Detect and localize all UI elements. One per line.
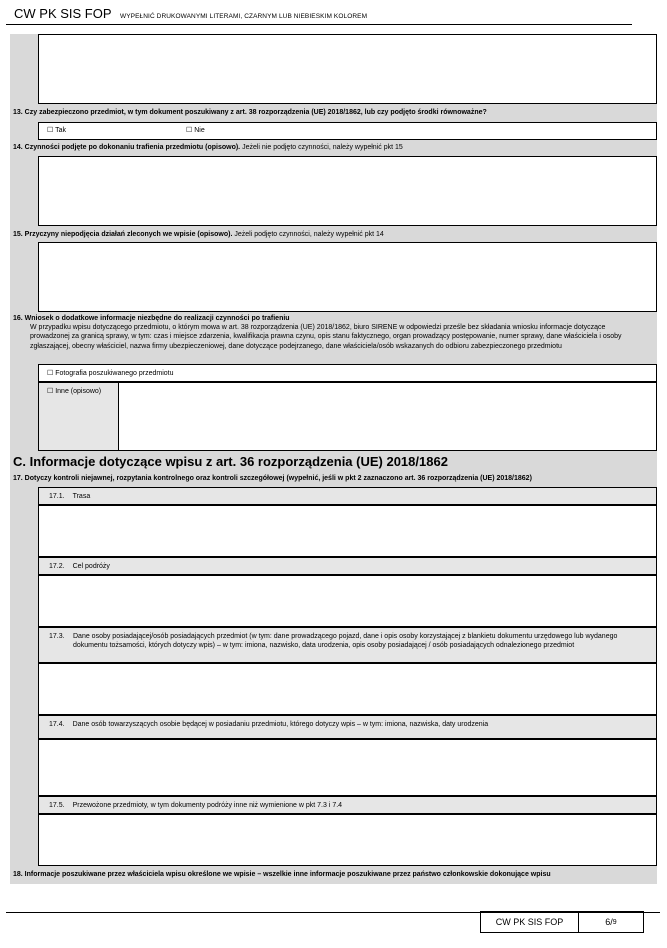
q17-5-number: 17.5. [49, 802, 65, 809]
footer-document-code: CW PK SIS FOP [480, 911, 579, 933]
q14-label-bold: 14. Czynności podjęte po dokonaniu trafienia przedmiotu (opisowo). [13, 144, 241, 151]
q18-label: 18. Informacje poszukiwane przez właściciela wpisu określone we wpisie – wszelkie inne informacje poszukiwane przez państwo członkowskie dokonujące wpisu [10, 866, 657, 884]
q17-4-answer-box[interactable] [38, 739, 657, 796]
q17-4-text: Dane osób towarzyszących osobie będącej w posiadaniu przedmiotu, którego dotyczy wpis – w tym: imiona, nazwiska, daty urodzenia [72, 721, 489, 728]
q16-other-checkbox[interactable]: ☐ Inne (opisowo) [47, 388, 102, 395]
q15-answer-box[interactable] [38, 242, 657, 312]
q16-photo-checkbox[interactable]: ☐ Fotografia poszukiwanego przedmiotu [47, 370, 174, 377]
left-margin-strip [10, 122, 40, 140]
q14-label [10, 140, 657, 156]
q16-label-bold: 16. Wniosek o dodatkowe informacje niezbędne do realizacji czynności po trafieniu [13, 315, 290, 322]
left-margin-strip [10, 242, 40, 312]
q17-5-label [38, 796, 657, 814]
fill-instruction: WYPEŁNIĆ DRUKOWANYMI LITERAMI, CZARNYM LUB NIEBIESKIM KOLOREM [120, 13, 368, 20]
q17-3-text: Dane osoby posiadającej/osób posiadających przedmiot (w tym: dane prowadzącego pojazd, dane i opis osoby korzystającej z blankietu dokumentu urzędowego lub wydanego dokumentu tożsamości, których dotyczy wpis) – w tym: imiona, nazwisko, data urodzenia, opis osoby posiadającej / osób posiadających odnalezionego przedmiot [73, 633, 618, 649]
q13-options [38, 122, 657, 140]
q17-2-label [38, 557, 657, 575]
q13-yes-checkbox[interactable]: ☐ Tak [47, 127, 66, 134]
footer-page-number [578, 911, 644, 933]
continuation-answer-box[interactable] [38, 34, 657, 104]
document-code: CW PK SIS FOP [14, 6, 112, 21]
q16-description: W przypadku wpisu dotyczącego przedmiotu, o którym mowa w art. 38 rozporządzenia (UE) 2018/1862, biuro SIRENE w odpowiedzi prześle bez składania wniosku informacje dotyczące prowadzonej za granicą sprawy, w tym: czas i miejsce zdarzenia, kwalifikacja prawna czynu, opis stanu faktycznego, organ prowadzący postępowanie, numer sprawy, dane właściciela i osoby zgłaszającej, obecny właściciel, nazwa firmy ubezpieczeniowej, dane dotyczące podejrzanego, dane właściciela/osób wskazanych do odbioru zabezpieczonego przedmiotu [30, 324, 622, 350]
q17-4-number: 17.4. [49, 721, 65, 728]
q16-label [10, 312, 657, 364]
footer-page-current: 6/ [605, 917, 613, 927]
q17-1-text: Trasa [72, 493, 91, 500]
q17-3-number: 17.3. [49, 633, 65, 640]
q17-label: 17. Dotyczy kontroli niejawnej, rozpytania kontrolnego oraz kontroli szczegółowej (wypełnić, jeśli w pkt 2 zaznaczono art. 36 rozporządzenia (UE) 2018/1862) [10, 471, 657, 487]
footer-page-total: 9 [612, 918, 617, 926]
q17-2-text: Cel podróży [72, 563, 110, 570]
q17-3-answer-box[interactable] [38, 663, 657, 715]
q14-label-note: Jeżeli nie podjęto czynności, należy wypełnić pkt 15 [240, 144, 403, 151]
q13-no-checkbox[interactable]: ☐ Nie [186, 127, 205, 134]
q17-2-number: 17.2. [49, 563, 65, 570]
q17-5-text: Przewożone przedmioty, w tym dokumenty podróży inne niż wymienione w pkt 7.3 i 7.4 [72, 802, 343, 809]
q15-label-bold: 15. Przyczyny niepodjęcia działań zleconych we wpisie (opisowo). [13, 231, 233, 238]
q15-label [10, 226, 657, 242]
q16-other-answer-box[interactable] [118, 382, 657, 451]
q14-answer-box[interactable] [38, 156, 657, 226]
q17-2-answer-box[interactable] [38, 575, 657, 627]
left-margin-strip [10, 34, 40, 104]
q17-4-label [38, 715, 657, 739]
q15-label-note: Jeżeli podjęto czynności, należy wypełnić pkt 14 [232, 231, 384, 238]
q13-label: 13. Czy zabezpieczono przedmiot, w tym dokument poszukiwany z art. 38 rozporządzenia (UE) 2018/1862, lub czy podjęto środki równoważne? [10, 104, 657, 122]
q17-1-answer-box[interactable] [38, 505, 657, 557]
q17-3-label [38, 627, 657, 663]
section-c-title: C. Informacje dotyczące wpisu z art. 36 rozporządzenia (UE) 2018/1862 [10, 451, 657, 471]
q16-other-option-cell [38, 382, 119, 451]
q16-photo-row [38, 364, 657, 382]
left-margin-strip [10, 487, 40, 866]
q17-1-label [38, 487, 657, 505]
left-margin-strip [10, 156, 40, 226]
header-rule [6, 24, 632, 25]
q17-1-number: 17.1. [49, 493, 65, 500]
q17-5-answer-box[interactable] [38, 814, 657, 866]
left-margin-strip [10, 364, 40, 451]
